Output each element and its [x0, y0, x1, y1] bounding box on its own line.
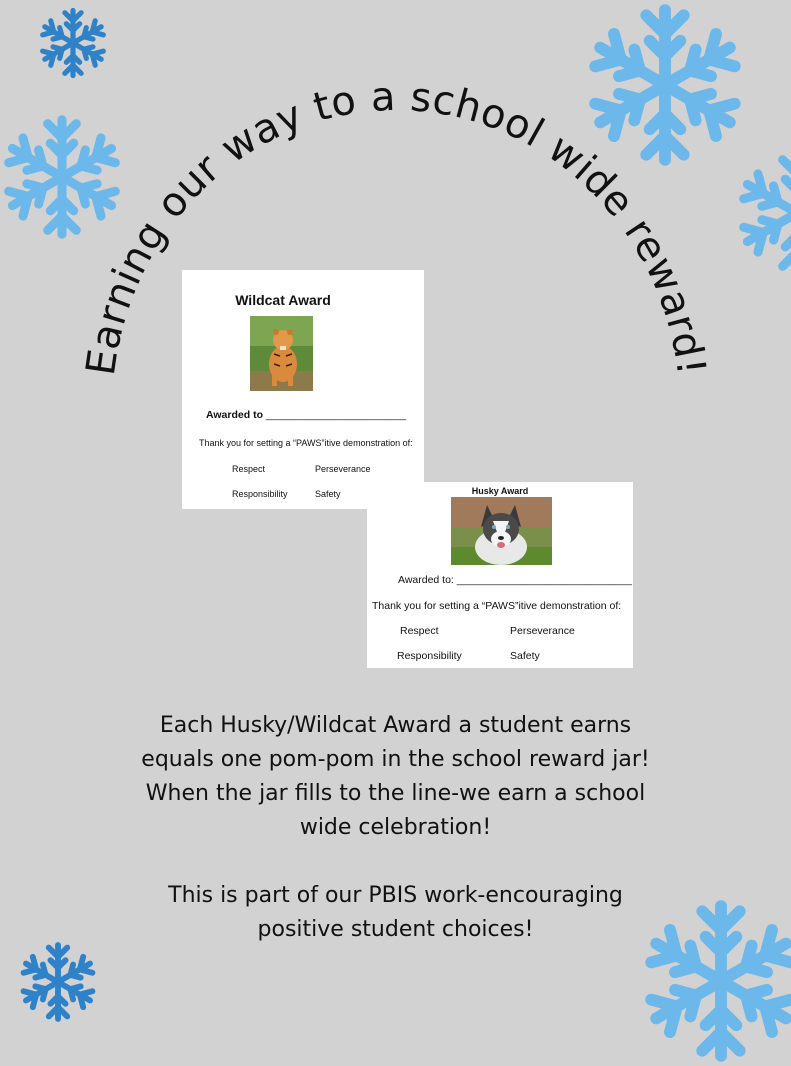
headline-text: Earning our way to a school wide reward!	[77, 73, 715, 379]
awarded-to-label: Awarded to ________________________	[206, 409, 407, 421]
snowflake-icon	[12, 940, 104, 1024]
tiger-cub-photo	[250, 316, 313, 391]
trait-safety: Safety	[510, 650, 540, 662]
awarded-to-label: Awarded to: ______________________________	[398, 574, 632, 586]
name-blank: ______________________________	[456, 574, 632, 586]
explanation-paragraph	[0, 709, 791, 845]
explanation-line: wide celebration!	[299, 815, 492, 840]
trait-perseverance: Perseverance	[510, 625, 575, 637]
thanks-text: Thank you for setting a “PAWS”itive demonstration of:	[372, 600, 622, 612]
explanation-line: When the jar fills to the line-we earn a school	[145, 781, 646, 806]
trait-perseverance: Perseverance	[315, 464, 371, 474]
husky-award-card	[367, 482, 633, 668]
trait-responsibility: Responsibility	[397, 650, 462, 662]
trait-safety: Safety	[315, 489, 341, 499]
wildcat-award-card	[182, 270, 424, 509]
pbis-line: positive student choices!	[257, 917, 534, 942]
trait-respect: Respect	[400, 625, 439, 637]
explanation-line: Each Husky/Wildcat Award a student earns	[159, 713, 632, 738]
name-blank: ________________________	[265, 409, 407, 421]
trait-responsibility: Responsibility	[232, 489, 288, 499]
card-title: Wildcat Award	[235, 292, 331, 308]
pbis-line: This is part of our PBIS work-encouraging	[168, 883, 623, 908]
husky-dog-photo	[451, 497, 552, 565]
card-title: Husky Award	[471, 486, 529, 496]
pbis-note	[0, 879, 791, 947]
trait-respect: Respect	[232, 464, 266, 474]
explanation-line: equals one pom-pom in the school reward jar!	[141, 747, 650, 772]
thanks-text: Thank you for setting a “PAWS”itive demonstration of:	[199, 438, 413, 448]
